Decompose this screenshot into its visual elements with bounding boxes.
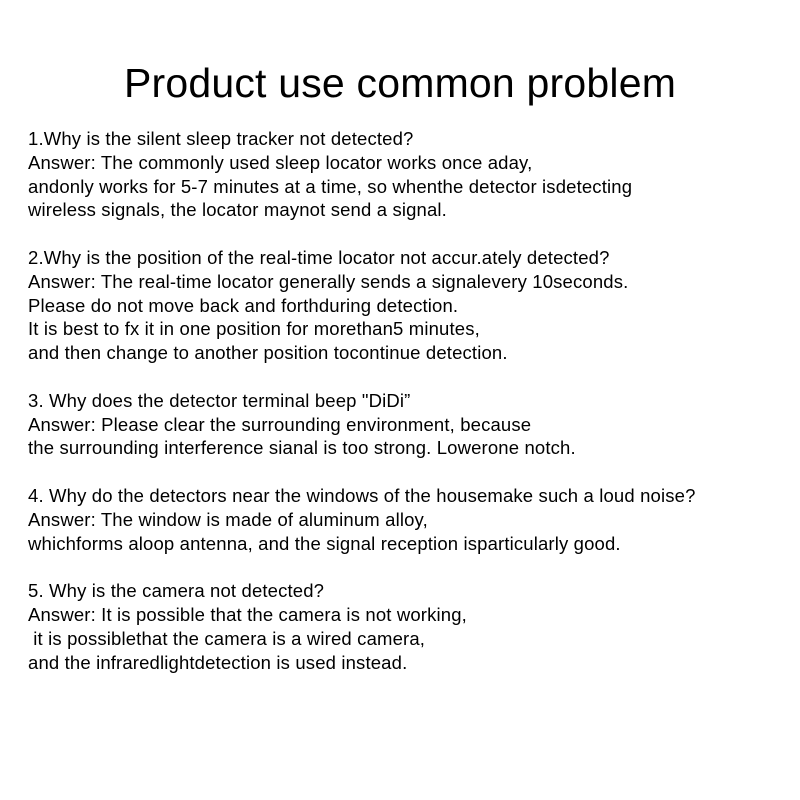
page-title: Product use common problem <box>123 60 677 106</box>
faq-answer-line: and the infraredlightdetection is used instead. <box>28 651 408 673</box>
faq-question: 1.Why is the silent sleep tracker not detected? <box>28 128 414 149</box>
faq-question: 5. Why is the camera not detected? <box>28 580 325 602</box>
faq-answer-line: It is best to fx it in one position for morethan5 minutes, <box>28 318 480 340</box>
faq-answer-line: Answer: The real-time locator generally sends a signalevery 10seconds. <box>28 270 629 292</box>
faq-item-2 <box>28 246 798 365</box>
faq-answer-line: Answer: It is possible that the camera is not working, <box>28 603 467 625</box>
faq-question: 4. Why do the detectors near the windows of the housemake such a loud noise? <box>28 484 696 506</box>
faq-item-3 <box>28 389 798 460</box>
faq-answer-line: Answer: The window is made of aluminum alloy, <box>28 508 428 530</box>
faq-answer-line: Answer: Please clear the surrounding environment, because <box>28 413 532 435</box>
faq-answer-line: and then change to another position tocontinue detection. <box>28 342 508 364</box>
faq-answer-line: whichforms aloop antenna, and the signal reception isparticularly good. <box>28 532 621 554</box>
faq-answer-line: it is possiblethat the camera is a wired camera, <box>28 627 426 649</box>
faq-item-4 <box>28 484 798 555</box>
faq-answer-line: Answer: The commonly used sleep locator works once aday, <box>28 151 533 173</box>
faq-item-5 <box>28 579 798 674</box>
faq-answer-line: andonly works for 5-7 minutes at a time, so whenthe detector isdetecting <box>28 175 633 197</box>
faq-question: 3. Why does the detector terminal beep "DiDi” <box>28 389 411 411</box>
faq-answer-line: Please do not move back and forthduring detection. <box>28 294 459 316</box>
faq-answer-line: the surrounding interference sianal is too strong. Lowerone notch. <box>28 437 576 459</box>
faq-answer-line: wireless signals, the locator maynot send a signal. <box>28 199 447 221</box>
faq-item-1 <box>28 127 798 222</box>
faq-list <box>28 127 798 698</box>
faq-question: 2.Why is the position of the real-time locator not accur.ately detected? <box>28 246 610 268</box>
